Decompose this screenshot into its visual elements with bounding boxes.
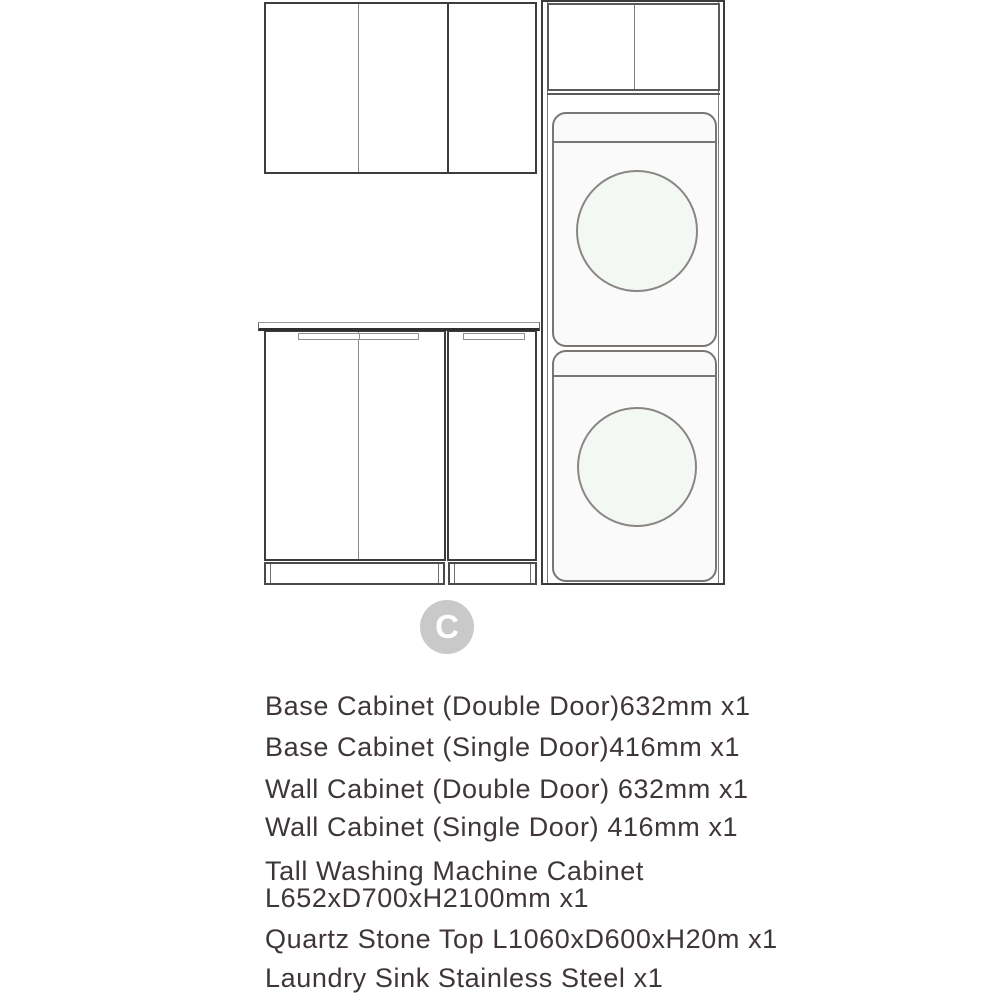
plinth-left bbox=[264, 562, 445, 585]
base-cabinet-double-door bbox=[264, 331, 446, 561]
plinth-right bbox=[448, 562, 537, 585]
parts-list-item: Base Cabinet (Single Door)416mm x1 bbox=[265, 732, 741, 762]
tall-cabinet-shelf-edge bbox=[547, 93, 720, 95]
parts-list-item: Laundry Sink Stainless Steel x1 bbox=[265, 963, 664, 993]
washing-machine-lower bbox=[552, 350, 717, 582]
wall-cabinet-double-door bbox=[264, 2, 449, 174]
wall-cabinet-single-door bbox=[447, 2, 537, 174]
washing-machine-control-panel-line bbox=[554, 375, 715, 377]
base-cabinet-door-divider bbox=[358, 332, 359, 559]
parts-list-item: Base Cabinet (Double Door)632mm x1 bbox=[265, 691, 751, 721]
plinth-end-rail bbox=[454, 564, 455, 583]
washing-machine-drum-icon bbox=[576, 170, 698, 292]
parts-list-item: Wall Cabinet (Double Door) 632mm x1 bbox=[265, 774, 749, 804]
variant-c-badge-label: C bbox=[435, 608, 459, 645]
quartz-stone-top bbox=[258, 322, 540, 331]
door-handle-groove bbox=[359, 333, 419, 340]
washing-machine-control-panel-line bbox=[554, 141, 715, 143]
washing-machine-drum-icon bbox=[577, 407, 697, 527]
parts-list-item: L652xD700xH2100mm x1 bbox=[265, 883, 590, 913]
parts-list-item: Quartz Stone Top L1060xD600xH20m x1 bbox=[265, 924, 778, 954]
wall-cabinet-door-divider bbox=[358, 4, 359, 172]
door-handle-groove bbox=[463, 333, 525, 340]
door-handle-groove bbox=[298, 333, 360, 340]
plinth-end-rail bbox=[530, 564, 531, 583]
washing-machine-upper bbox=[552, 112, 717, 347]
plinth-end-rail bbox=[438, 564, 439, 583]
variant-c-badge[interactable] bbox=[420, 600, 474, 654]
tall-cabinet-door-divider bbox=[634, 5, 635, 89]
plinth-end-rail bbox=[270, 564, 271, 583]
parts-list-item: Wall Cabinet (Single Door) 416mm x1 bbox=[265, 812, 739, 842]
base-cabinet-single-door bbox=[447, 331, 537, 561]
tall-cabinet-top-doors bbox=[547, 3, 720, 91]
parts-list-item: Tall Washing Machine Cabinet bbox=[265, 856, 644, 886]
